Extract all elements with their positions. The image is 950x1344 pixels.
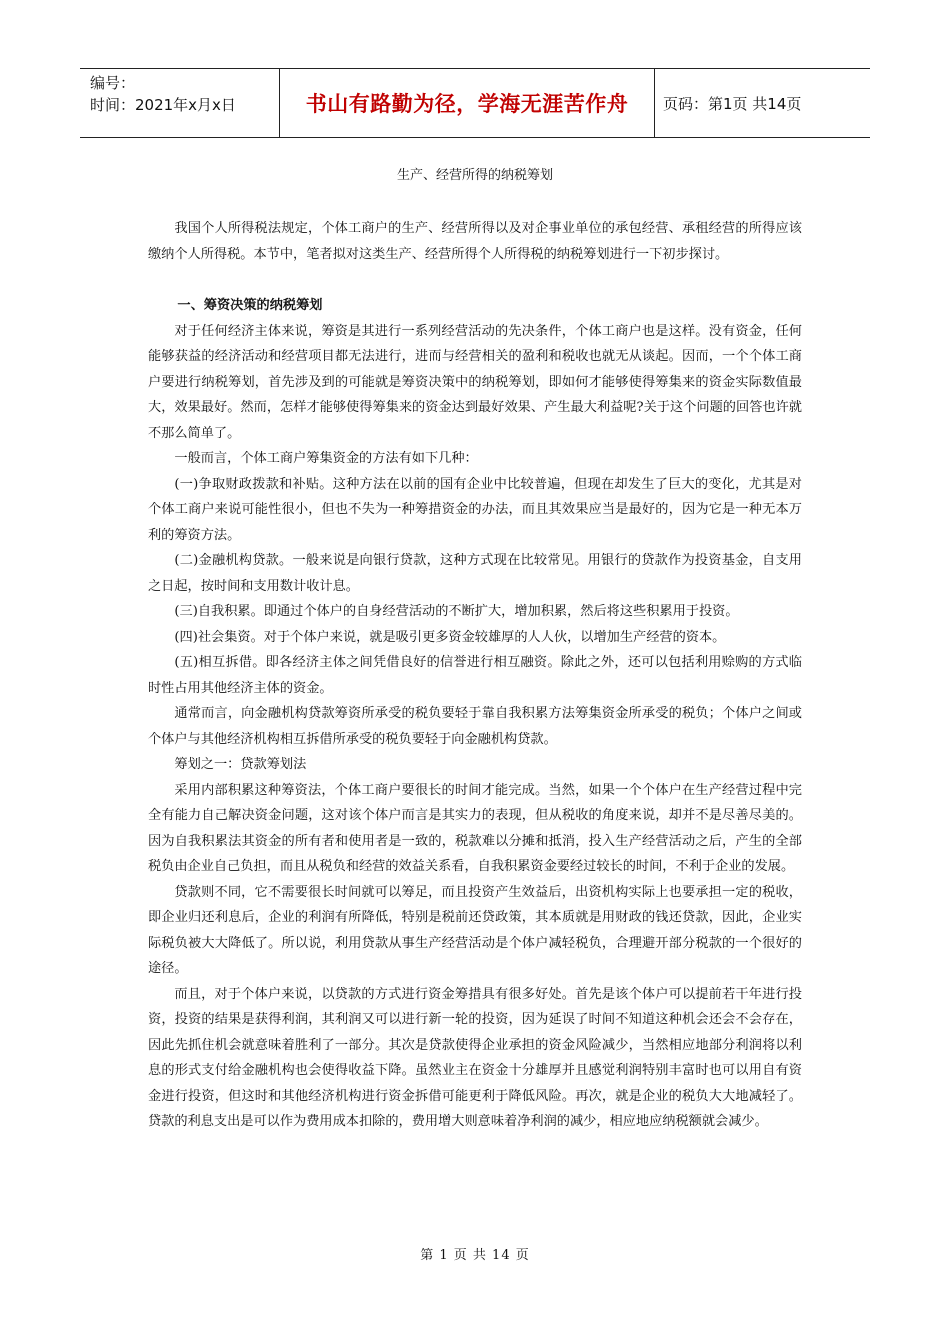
page-footer: 第 1 页 共 14 页: [420, 1248, 530, 1263]
header-meta: [80, 69, 280, 137]
header-page-info: [655, 69, 870, 137]
paragraph: 对于任何经济主体来说，筹资是其进行一系列经营活动的先决条件，个体工商户也是这样。没有资金，任何能够获益的经济活动和经营项目都无法进行，进而与经营相关的盈利和税收也就无从谈起。因而，一个个体工商户要进行纳税筹划，首先涉及到的可能就是筹资决策中的纳税筹划，即如何才能够使得筹集来的资金实际数值最大，效果最好。然而，怎样才能够使得筹集来的资金达到最好效果、产生最大利益呢?关于这个问题的回答也许就不那么简单了。: [148, 323, 802, 441]
header-motto-cell: [280, 69, 655, 137]
header-table: [80, 68, 870, 138]
paragraph: (二)金融机构贷款。一般来说是向银行贷款，这种方式现在比较常见。用银行的贷款作为投资基金，自支用之日起，按时间和支用数计收计息。: [148, 553, 802, 594]
paragraph: 通常而言，向金融机构贷款筹资所承受的税负要轻于靠自我积累方法筹集资金所承受的税负；个体户之间或个体户与其他经济机构相互拆借所承受的税负要轻于向金融机构贷款。: [148, 706, 802, 747]
section-heading: 一、筹资决策的纳税筹划: [177, 298, 323, 313]
document-title: 生产、经营所得的纳税筹划: [396, 168, 553, 183]
paragraph: 一般而言，个体工商户筹集资金的方法有如下几种：: [174, 451, 478, 466]
paragraph: (五)相互拆借。即各经济主体之间凭借良好的信誉进行相互融资。除此之外，还可以包括利用赊购的方式临时性占用其他经济主体的资金。: [148, 655, 802, 696]
subheading: 筹划之一：贷款筹划法: [174, 757, 307, 772]
paragraph: (四)社会集资。对于个体户来说，就是吸引更多资金较雄厚的人人伙，以增加生产经营的资本。: [174, 629, 726, 645]
paragraph: (三)自我积累。即通过个体户的自身经营活动的不断扩大，增加积累，然后将这些积累用于投资。: [174, 604, 739, 619]
paragraph: 采用内部积累这种筹资法，个体工商户要很长的时间才能完成。当然，如果一个个体户在生产经营过程中完全有能力自己解决资金问题，这对该个体户而言是其实力的表现，但从税收的角度来说，却并不是尽善尽美的。因为自我积累法其资金的所有者和使用者是一致的，税款难以分摊和抵消，投入生产经营活动之后，产生的全部税负由企业自己负担，而且从税负和经营的效益关系看，自我积累资金要经过较长的时间，不利于企业的发展。: [148, 782, 802, 874]
number-label: 编号：: [90, 74, 136, 92]
time-label: 时间：2021年x月x日: [90, 96, 236, 114]
page-info-text: 页码：第1页 共14页: [663, 94, 802, 113]
paragraph: (一)争取财政拨款和补贴。这种方法在以前的国有企业中比较普遍，但现在却发生了巨大的变化，尤其是对个体工商户来说可能性很小，但也不失为一种筹措资金的办法，而且其效果应当是最好的，因为它是一种无本万利的筹资方法。: [148, 476, 802, 543]
document-body: [148, 216, 802, 1135]
paragraph: 贷款则不同，它不需要很长时间就可以筹足，而且投资产生效益后，出资机构实际上也要承担一定的税收，即企业归还利息后，企业的利润有所降低，特别是税前还贷政策，其本质就是用财政的钱还贷款，因此，企业实际税负被大大降低了。所以说，利用贷款从事生产经营活动是个体户减轻税负，合理避开部分税款的一个很好的途径。: [148, 884, 802, 976]
motto-text: 书山有路勤为径，学海无涯苦作舟: [305, 92, 629, 116]
paragraph: 我国个人所得税法规定，个体工商户的生产、经营所得以及对企事业单位的承包经营、承租经营的所得应该缴纳个人所得税。本节中，笔者拟对这类生产、经营所得个人所得税的纳税筹划进行一下初步探讨。: [148, 221, 802, 262]
paragraph: 而且，对于个体户来说，以贷款的方式进行资金筹措具有很多好处。首先是该个体户可以提前若干年进行投资，投资的结果是获得利润，其利润又可以进行新一轮的投资，因为延误了时间不知道这种机会还会不会存在，因此先抓住机会就意味着胜利了一部分。其次是贷款使得企业承担的资金风险减少，当然相应地部分利润将以利息的形式支付给金融机构也会使得收益下降。虽然业主在资金十分雄厚并且感觉利润特别丰富时也可以用自有资金进行投资，但这时和其他经济机构进行资金拆借可能更利于降低风险。再次，就是企业的税负大大地减轻了。贷款的利息支出是可以作为费用成本扣除的，费用增大则意味着净利润的减少，相应地应纳税额就会减少。: [148, 986, 802, 1129]
